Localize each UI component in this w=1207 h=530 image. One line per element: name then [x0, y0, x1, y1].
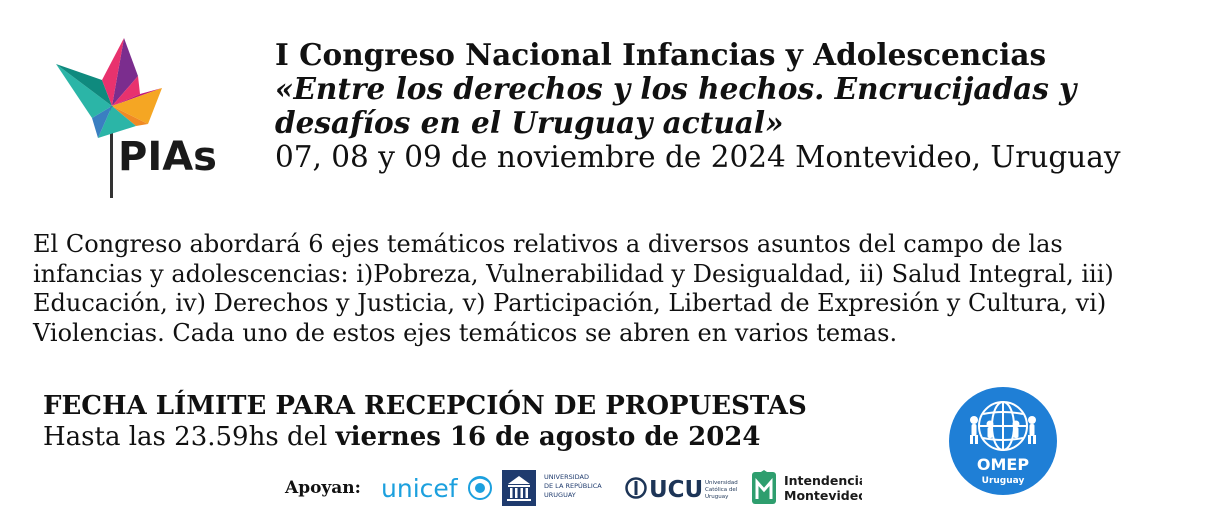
university-building-icon: [502, 470, 536, 506]
ucu-emblem-icon: [627, 479, 646, 498]
deadline-date: viernes 16 de agosto de 2024: [335, 422, 761, 452]
event-header: [275, 38, 1195, 174]
ucu-subtext: Uruguay: [705, 494, 729, 500]
ucu-logo: [625, 472, 741, 510]
description-paragraph: [33, 230, 1193, 348]
pias-logo: [52, 36, 222, 198]
ucu-text: UCU: [649, 477, 704, 503]
deadline-title: FECHA LÍMITE PARA RECEPCIÓN DE PROPUESTAS: [43, 391, 807, 421]
sponsors-row: [285, 466, 875, 510]
deadline-line: [43, 421, 923, 453]
intendencia-text: Intendencia: [784, 473, 862, 488]
deadline-block: [43, 391, 923, 453]
description-line: infancias y adolescencias: i)Pobreza, Vulnerabilidad y Desigualdad, ii) Salud Integral, iii): [33, 259, 1114, 288]
pias-logo-text: PIAs: [118, 134, 217, 180]
ucu-subtext: Católica del: [705, 487, 738, 493]
intendencia-text: Montevideo: [784, 488, 862, 503]
intendencia-logo: [750, 468, 862, 512]
event-subtitle: [275, 72, 1195, 140]
description-line: Violencias. Cada uno de estos ejes temáticos se abren en varios temas.: [33, 318, 898, 347]
udelar-logo: [500, 468, 612, 512]
udelar-text: UNIVERSIDAD: [544, 473, 589, 481]
omep-name: OMEP: [976, 455, 1030, 474]
description-line: El Congreso abordará 6 ejes temáticos relativos a diversos asuntos del campo de las: [33, 230, 1063, 258]
udelar-text: DE LA REPÚBLICA: [544, 482, 602, 490]
deadline-prefix: Hasta las 23.59hs del: [43, 422, 336, 452]
montevideo-emblem-icon: [752, 470, 776, 504]
udelar-text: URUGUAY: [544, 491, 576, 499]
unicef-logo: [381, 470, 493, 510]
globe-children-icon: [979, 402, 1027, 450]
unicef-logo-text: unicef: [381, 474, 458, 503]
event-title: I Congreso Nacional Infancias y Adolescencias: [275, 37, 1047, 72]
event-subtitle-line: «Entre los derechos y los hechos. Encrucijadas y: [275, 71, 1077, 106]
event-subtitle-line: desafíos en el Uruguay actual»: [275, 105, 784, 140]
sponsors-label: Apoyan:: [285, 478, 361, 498]
omep-country: Uruguay: [981, 476, 1025, 486]
pinwheel-icon: [56, 38, 162, 138]
ucu-subtext: Universidad: [705, 480, 738, 486]
omep-logo: [948, 386, 1058, 496]
event-dates: 07, 08 y 09 de noviembre de 2024 Montevideo, Uruguay: [275, 140, 1121, 174]
unicef-emblem-icon: [469, 477, 491, 499]
description-line: Educación, iv) Derechos y Justicia, v) Participación, Libertad de Expresión y Cultura, vi): [33, 289, 1107, 317]
